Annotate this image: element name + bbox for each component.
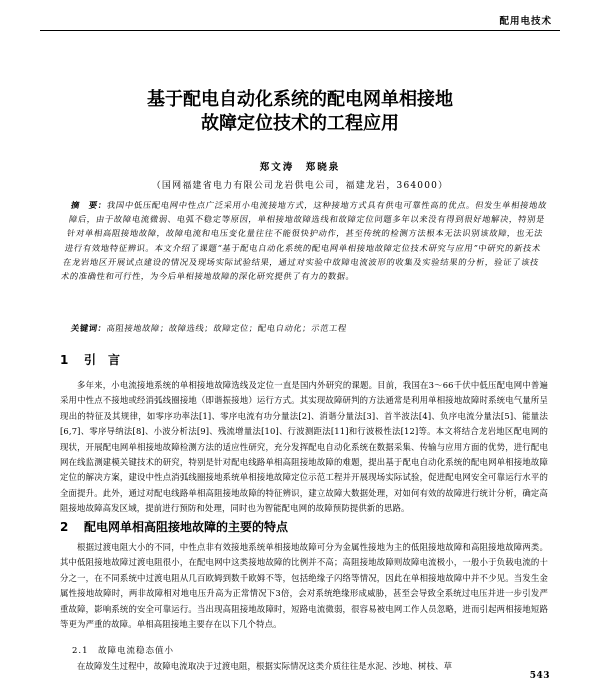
section-2-title: 配电网单相高阻接地故障的主要的特点 (84, 520, 289, 534)
subsection-number: 2.1 (72, 646, 89, 656)
page-number: 543 (529, 671, 550, 681)
keywords (70, 321, 548, 335)
running-head: 配用电技术 (499, 16, 552, 27)
subsection-2-1-heading (72, 644, 174, 656)
paper-title (0, 88, 600, 136)
title-line-1: 基于配电自动化系统的配电网单相接地 (147, 89, 453, 110)
section-1-paragraph: 多年来，小电流接地系统的单相接地故障选线及定位一直是国内外研究的课题。目前，我国在3～66千伏中低压配电网中普遍采用中性点不接地或经消弧线圈接地（即谐振接地）运行方式。其实现故障研判的方法通常是利用单相接地故障时系统电气量所呈现出的特征及其规律，如零序功率法[1]、零序电流有功分量法[2]、消谐分量法[3]、首半波法[4]、负序电流分量法[5]、能量法[6,7]、零序导纳法[8]、小波分析法[9]、残流增量法[10]、行波测距法[11]和行波极性法[12]等。本文将结合龙岩地区配电网的现状，开展配电网单相接地故障检测方法的适应性研究，充分发挥配电自动化系统在数据采集、传输与应用方面的优势，进行配电网在线监测建模关键技术的研究，特别是针对配电线路单相高阻接地故障的难题，提出基于配电自动化系统的配电网单相接地故障定位的解决方案，建设中性点消弧线圈接地系统单相接地故障定位示范工程并开展现场实际试验，促进配电网安全可靠运行水平的全面提升。此外，通过对配电线路单相高阻接地故障的特征辨识，建立故障大数据处理，对如何有效的故障进行统计分析，确定高阻接地故障高发区域，提前进行预防和处理，同时也为智能配电网的故障预防提供新的思路。 (60, 380, 548, 514)
abstract-label: 摘 要： (70, 200, 108, 210)
subsection-title: 故障电流稳态值小 (98, 646, 175, 656)
section-1-number: 1 (60, 353, 69, 367)
affiliation: （国网福建省电力有限公司龙岩供电公司，福建龙岩，364000） (151, 181, 449, 191)
section-1-body (60, 378, 548, 517)
keywords-text: 高阻接地故障；故障选线；故障定位；配电自动化；示范工程 (105, 323, 348, 333)
abstract-text: 我国中低压配电网中性点广泛采用小电流接地方式，这种接地方式具有供电可靠性高的优点。但发生单相接地故障后，由于故障电流微弱、电弧不稳定等原因，单相接地故障选线和故障定位问题多年以来没有得到很好地解决，特别是针对单相高阻接地故障，故障电流和电压变化量往往不能很快护动作，甚至传统的检测方法根本无法识别该故障，也无法进行有效地特征辨识。本文介绍了课题“基于配电自动化系统的配电网单相接地故障定位技术研究与应用”中研究的新技术在龙岩地区开展试点建设的情况及现场实际试验结果，通过对实验中故障电流波形的收集及实验结果的分析，验证了该技术的准确性和可行性，为今后单相接地故障的深化研究提供了有力的数据。 (60, 200, 548, 282)
section-1-title: 引 言 (84, 353, 121, 367)
section-2-paragraph: 根据过渡电阻大小的不同，中性点非有效接地系统单相接地故障可分为金属性接地为主的低阻接地故障和高阻接地故障两类。其中低阻接地故障过渡电阻很小，在配电网中这类接地故障的比例并不高；高阻接地故障则故障电流极小，一般小于负载电流的十分之一，在不同系统中过渡电阻从几百欧姆到数千欧姆不等，包括绝缘子闪络等情况，因此在单相接地故障中并不少见。当发生金属性接地故障时，两非故障相对地电压升高为正常情况下3倍，会对系统绝缘形成威胁，甚至会导致全系统过电压并进一步引发严重故障，影响系统的安全可靠运行。当出现高阻接地故障时，短路电流微弱，很容易被电网工作人员忽略，进而引起两相接地短路等更为严重的故障。单相高阻接地主要存在以下几个特点。 (60, 542, 548, 630)
title-line-2: 故障定位技术的工程应用 (201, 113, 399, 134)
section-2-body (60, 540, 548, 632)
keywords-label: 关键词： (70, 323, 108, 333)
authors: 郑文涛 郑晓泉 (259, 162, 341, 173)
subsection-2-1-text: 在故障发生过程中，故障电流取决于过渡电阻，根据实际情况这类介质往往是水泥、沙地、树枝、草 (77, 661, 453, 671)
section-2-number: 2 (60, 520, 69, 534)
header-rule (40, 30, 560, 31)
abstract (60, 198, 548, 283)
section-2-heading (60, 518, 288, 535)
section-1-heading (60, 351, 120, 368)
